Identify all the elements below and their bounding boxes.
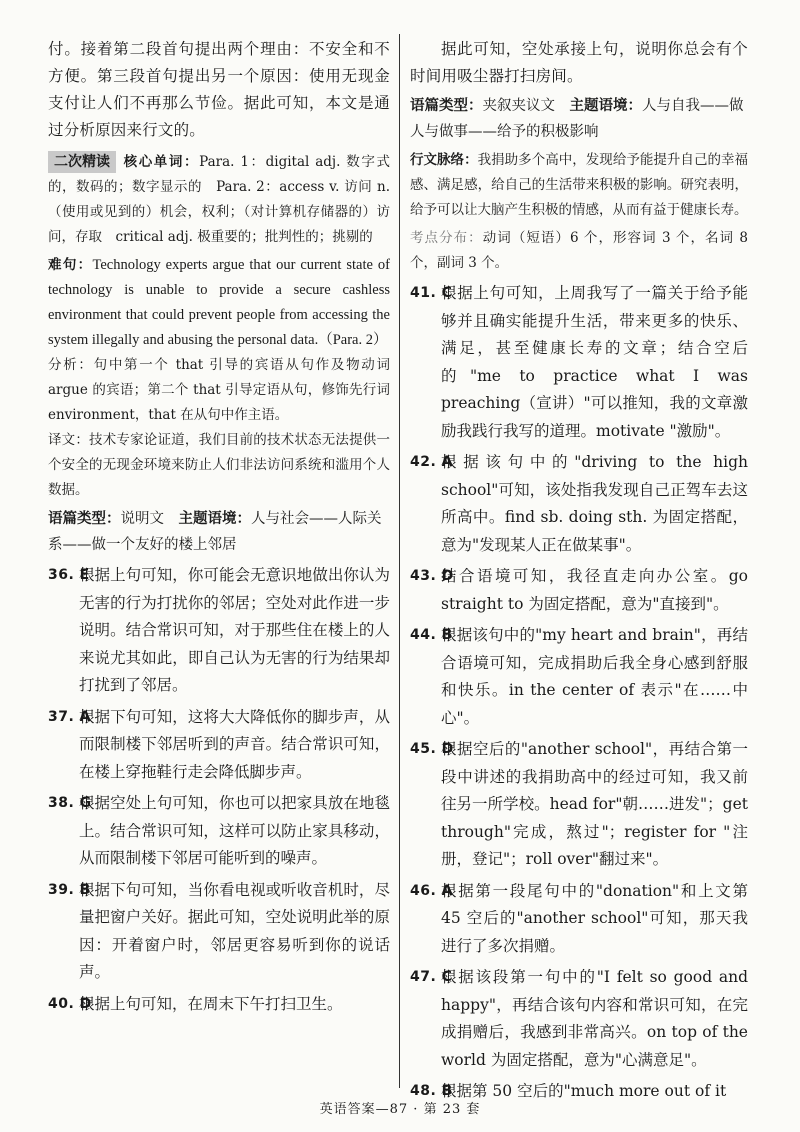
hard-sentence-text: Technology experts argue that our current state of technology is unable to provide a secure cashless environment that could prevent people from accessing the system illegally and abusing the personal data.（Para. 2） (48, 257, 390, 348)
answer-item (48, 991, 390, 1019)
answer-number: 41. C (410, 285, 453, 301)
intro-paragraph: 付。接着第二段首句提出两个理由：不安全和不方便。第三段首句提出另一个原因：使用无现金支付让人们不再那么节俭。据此可知，本文是通过分析原因来行文的。 (48, 40, 390, 139)
answer-item (410, 280, 748, 445)
answer-number: 45. D (410, 741, 454, 757)
answer-number: 43. D (410, 568, 454, 584)
core-words-label: 核心单词： (122, 154, 200, 170)
theme-label: 主题语境： (178, 511, 251, 527)
answer-explanation: 根据上句可知，你可能会无意识地做出你认为无害的行为打扰你的邻居；空处对此作进一步说明。结合常识可知，对于那些住在楼上的人来说尤其如此，即自己认为无害的行为结果却打扰到了邻居。 (79, 566, 390, 694)
answer-explanation: 根据下句可知，这将大大降低你的脚步声，从而限制楼下邻居听到的声音。结合常识可知，在楼上穿拖鞋行走会降低脚步声。 (79, 707, 390, 781)
answer-explanation: 根据该句中的"driving to the high school"可知，该处指我发现自己正驾车去这所高中。find sb. doing sth. 为固定搭配，意为"发现某人正在做某事"。 (441, 453, 748, 554)
page-footer: 英语答案—87 · 第 23 套 (319, 1102, 481, 1117)
genre-value: 夹叙夹议文 (482, 98, 555, 114)
theme-label: 主题语境： (569, 98, 642, 114)
answer-explanation: 根据该句中的"my heart and brain"，再结合语境可知，完成捐助后我全身心感到舒服和快乐。in the center of 表示"在……中心"。 (441, 626, 748, 727)
genre-line-left (48, 506, 390, 558)
answer-number: 47. C (410, 969, 453, 985)
answer-explanation: 根据空处上句可知，你也可以把家具放在地毯上。结合常识可知，这样可以防止家具移动，从而限制楼下邻居可能听到的噪声。 (79, 794, 390, 867)
genre-line-right (410, 93, 748, 145)
answer-item (48, 562, 390, 700)
answer-number: 44. B (410, 627, 453, 643)
answer-number: 46. A (410, 882, 454, 899)
right-column (410, 36, 748, 1106)
hard-sentence-label: 难句： (48, 257, 93, 273)
answer-explanation: 结合语境可知，我径直走向办公室。go straight to 为固定搭配，意为"直接到"。 (441, 567, 748, 613)
answer-number: 39. B (48, 881, 91, 898)
answer-number: 48. B (410, 1083, 453, 1099)
answer-item (410, 622, 748, 732)
answer-item (410, 449, 748, 559)
answer-number: 36. E (48, 567, 90, 583)
genre-label: 语篇类型： (410, 98, 483, 114)
genre-label: 语篇类型： (48, 511, 121, 527)
theme-value: 人与自我——做人与做事——给予的积极影响 (410, 98, 744, 140)
answer-explanation: 根据第 50 空后的"much more out of it (441, 1082, 727, 1100)
answer-explanation: 根据该段第一句中的"I felt so good and happy"，再结合该句内容和常识可知，在完成捐赠后，我感到非常高兴。on top of the world 为固定搭配，意为"心满意足"。 (441, 968, 748, 1069)
answer-number: 38. G (48, 795, 92, 811)
answer-item (410, 736, 748, 874)
distribution-block (410, 226, 748, 276)
hard-sentence-translation: 译文：技术专家论证道，我们目前的技术状态无法提供一个安全的无现金环境来防止人们非法访问系统和滥用个人数据。 (48, 432, 390, 498)
answer-number: 37. A (48, 708, 92, 725)
answer-explanation: 根据空后的"another school"，再结合第一段中讲述的我捐助高中的经过可知，我又前往另一所学校。head for"朝……进发"；get through"完成，熬过"；register for "注册，登记"；roll over"翻过来"。 (441, 740, 748, 868)
answer-explanation: 根据上句可知，在周末下午打扫卫生。 (79, 994, 343, 1013)
answer-explanation: 根据下句可知，当你看电视或听收音机时，尽量把窗户关好。据此可知，空处说明此举的原因：开着窗户时，邻居更容易听到你的说话声。 (79, 880, 390, 981)
context-block (410, 148, 748, 223)
answer-number: 42. A (410, 454, 454, 470)
context-label: 行文脉络： (410, 152, 478, 168)
context-text: 我捐助多个高中，发现给予能提升自己的幸福感、满足感，给自己的生活带来积极的影响。研究表明，给予可以让大脑产生积极的情感，从而有益于健康长寿。 (410, 152, 749, 218)
answer-list-right (410, 280, 748, 1106)
answer-item (410, 563, 748, 618)
core-words-text: Para. 1：digital adj. 数字式的，数码的；数字显示的 Para. 2：access v. 访问 n.（使用或见到的）机会，权利；（对计算机存储器的）访问，存取 critical adj. 极重要的；批判性的；挑剔的 (48, 154, 390, 245)
answer-item (48, 704, 390, 787)
theme-value: 人与社会——人际关系——做一个友好的楼上邻居 (48, 511, 382, 553)
distribution-label: 考点分布： (410, 230, 483, 246)
answer-number: 40. D (48, 995, 92, 1012)
distribution-text: 动词（短语）6 个，形容词 3 个，名词 8 个，副词 3 个。 (410, 230, 749, 271)
answer-list-left (48, 562, 390, 1018)
genre-value: 说明文 (120, 511, 164, 527)
left-column (48, 36, 390, 1018)
answer-item (48, 790, 390, 873)
continuation-paragraph: 据此可知，空处承接上句，说明你总会有个时间用吸尘器打扫房间。 (410, 40, 748, 85)
answer-item (410, 878, 748, 961)
second-reading-tag: 二次精读 (48, 151, 116, 173)
hard-sentence-analysis: 分析：句中第一个 that 引导的宾语从句作及物动词 argue 的宾语；第二个 that 引导定语从句，修饰先行词 environment，that 在从句中作主语。 (48, 357, 390, 423)
answer-item (48, 877, 390, 987)
column-divider (399, 34, 400, 1088)
answer-item (410, 964, 748, 1074)
hard-sentence (48, 253, 390, 353)
answer-explanation: 根据第一段尾句中的"donation"和上文第 45 空后的"another school"可知，那天我进行了多次捐赠。 (441, 881, 748, 955)
second-reading-block (48, 150, 390, 250)
answer-explanation: 根据上句可知，上周我写了一篇关于给予能够并且确实能提升生活，带来更多的快乐、满足，甚至健康长寿的文章；结合空后的"me to practice what I was preaching（宣讲）"可以推知，我的文章激励我践行我写的道理。motivate "激励"。 (441, 284, 748, 440)
